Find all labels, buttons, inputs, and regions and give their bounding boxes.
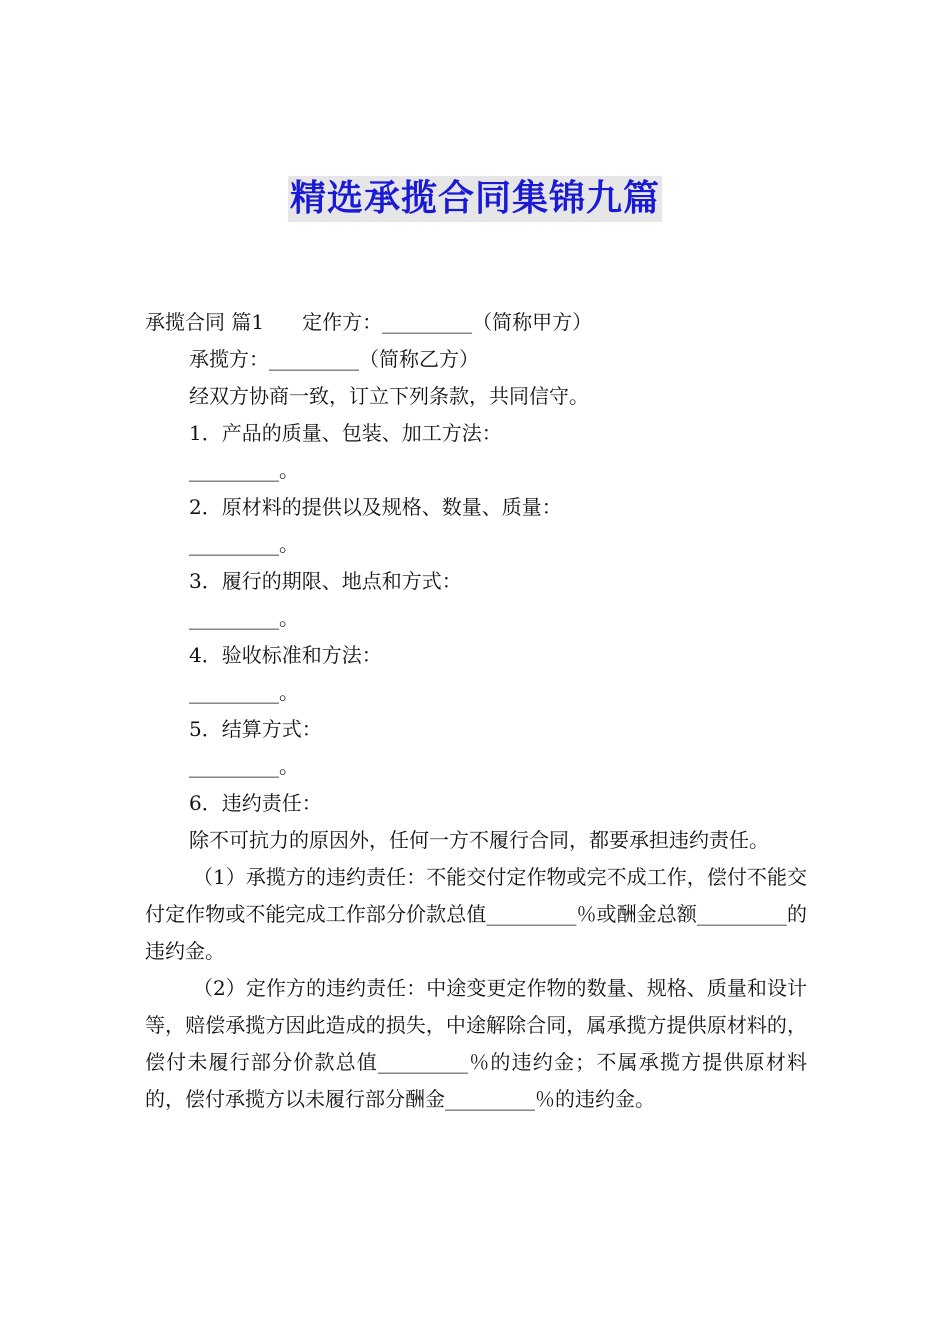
- orderer-party-line: 定作方：_________（简称甲方）: [302, 310, 593, 334]
- orderer-liability-paragraph: （2）定作方的违约责任：中途变更定作物的数量、规格、质量和设计等，赔偿承揽方因此造成的损失，中途解除合同，属承揽方提供原材料的，偿付未履行部分价款总值_________％的违约金；不属承揽方提供原材料的，偿付承揽方以未履行部分酬金_________％的违约金。: [145, 976, 807, 1111]
- clause-2-blank: _________。: [189, 532, 299, 556]
- contract-section-label: 承揽合同 篇1: [145, 310, 265, 334]
- clause-5: 5．结算方式：: [189, 717, 322, 741]
- contract-header-line: [145, 304, 807, 341]
- clause-4-blank: _________。: [189, 680, 299, 704]
- clause-2: 2．原材料的提供以及规格、数量、质量：: [189, 495, 562, 519]
- contractor-liability-paragraph: （1）承揽方的违约责任：不能交付定作物或完不成工作，偿付不能交付定作物或不能完成工作部分价款总值_________％或酬金总额_________的违约金。: [145, 865, 807, 963]
- force-majeure-paragraph: 除不可抗力的原因外，任何一方不履行合同，都要承担违约责任。: [189, 828, 769, 852]
- clause-3: 3．履行的期限、地点和方式：: [189, 569, 462, 593]
- clause-5-blank: _________。: [189, 754, 299, 778]
- clause-3-blank: _________。: [189, 606, 299, 630]
- document-title: 精选承揽合同集锦九篇: [288, 176, 662, 222]
- document-body: [145, 304, 807, 1118]
- clause-6: 6．违约责任：: [189, 791, 322, 815]
- title-container: [0, 176, 950, 222]
- contractor-party-line: 承揽方：_________（简称乙方）: [189, 347, 479, 371]
- clause-1-blank: _________。: [189, 458, 299, 482]
- agreement-intro: 经双方协商一致，订立下列条款，共同信守。: [189, 384, 589, 408]
- clause-4: 4．验收标准和方法：: [189, 643, 382, 667]
- clause-1: 1．产品的质量、包装、加工方法：: [189, 421, 502, 445]
